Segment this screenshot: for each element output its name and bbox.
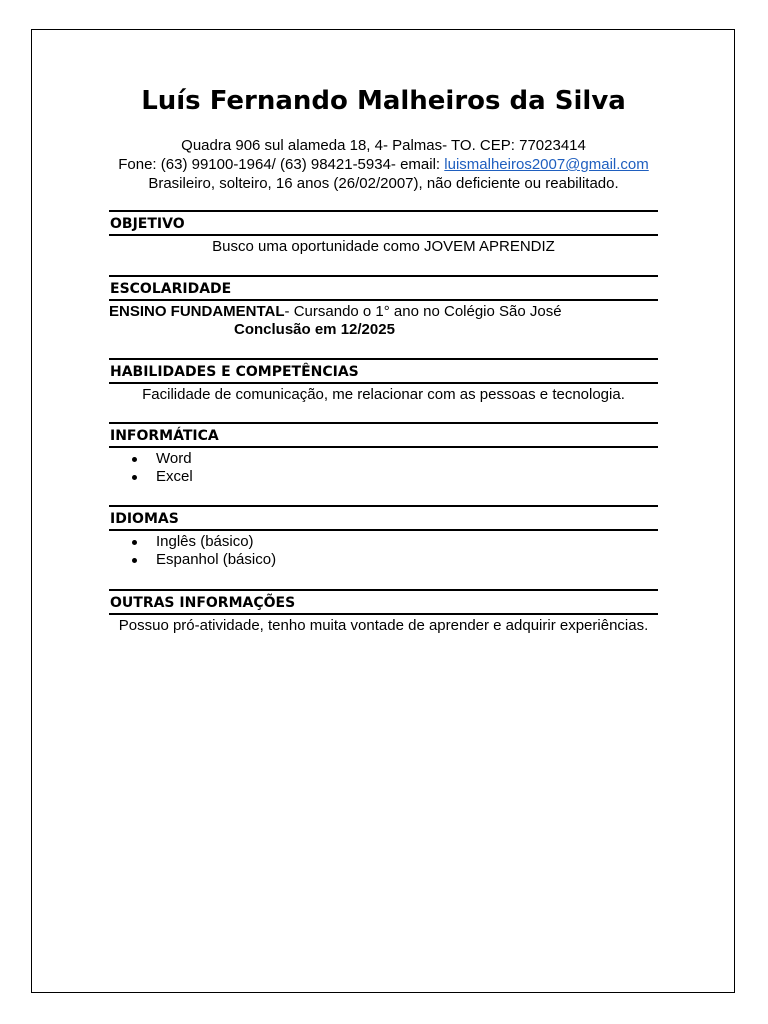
section-escolaridade	[109, 275, 658, 339]
list-item-label: Word	[156, 450, 192, 467]
objetivo-text: Busco uma oportunidade como JOVEM APRENDIZ	[212, 238, 555, 255]
resume-content	[109, 84, 658, 193]
habilidades-text: Facilidade de comunicação, me relacionar com as pessoas e tecnologia.	[142, 386, 625, 403]
escolaridade-body	[109, 301, 658, 339]
idiomas-body	[109, 531, 658, 569]
email-link[interactable]: luismalheiros2007@gmail.com	[444, 156, 649, 173]
section-habilidades	[109, 358, 658, 404]
list-item-label: Inglês (básico)	[156, 533, 254, 550]
list-item	[109, 450, 658, 468]
list-item	[109, 551, 658, 569]
education-level: ENSINO FUNDAMENTAL	[109, 303, 285, 320]
section-idiomas	[109, 505, 658, 569]
personal-info-line: Brasileiro, solteiro, 16 anos (26/02/2007), não deficiente ou reabilitado.	[148, 175, 619, 192]
list-item-label: Espanhol (básico)	[156, 551, 277, 568]
list-item	[109, 533, 658, 551]
section-title-habilidades: HABILIDADES E COMPETÊNCIAS	[109, 358, 658, 384]
list-item-label: Excel	[156, 468, 193, 485]
section-title-informatica: INFORMÁTICA	[109, 422, 658, 448]
phone-text: Fone: (63) 99100-1964/ (63) 98421-5934- email:	[118, 156, 445, 173]
section-objetivo	[109, 210, 658, 256]
section-title-escolaridade: ESCOLARIDADE	[109, 275, 658, 301]
section-title-objetivo: OBJETIVO	[109, 210, 658, 236]
bullet-icon	[132, 558, 137, 563]
bullet-icon	[132, 475, 137, 480]
section-informatica	[109, 422, 658, 486]
list-item	[109, 468, 658, 486]
outras-text: Possuo pró-atividade, tenho muita vontade de aprender e adquirir experiências.	[118, 617, 649, 634]
section-title-idiomas: IDIOMAS	[109, 505, 658, 531]
phone-email-line	[109, 155, 658, 174]
candidate-name: Luís Fernando Malheiros da Silva	[141, 86, 626, 116]
section-title-outras: OUTRAS INFORMAÇÕES	[109, 589, 658, 615]
address-line: Quadra 906 sul alameda 18, 4- Palmas- TO. CEP: 77023414	[181, 137, 586, 154]
bullet-icon	[132, 540, 137, 545]
bullet-icon	[132, 457, 137, 462]
section-outras	[109, 589, 658, 635]
informatica-body	[109, 448, 658, 486]
escolaridade-line	[109, 303, 658, 321]
informatica-list	[109, 450, 658, 486]
contact-block	[109, 136, 658, 193]
education-conclusion: Conclusão em 12/2025	[234, 321, 395, 338]
education-detail: - Cursando o 1° ano no Colégio São José	[284, 303, 562, 320]
idiomas-list	[109, 533, 658, 569]
